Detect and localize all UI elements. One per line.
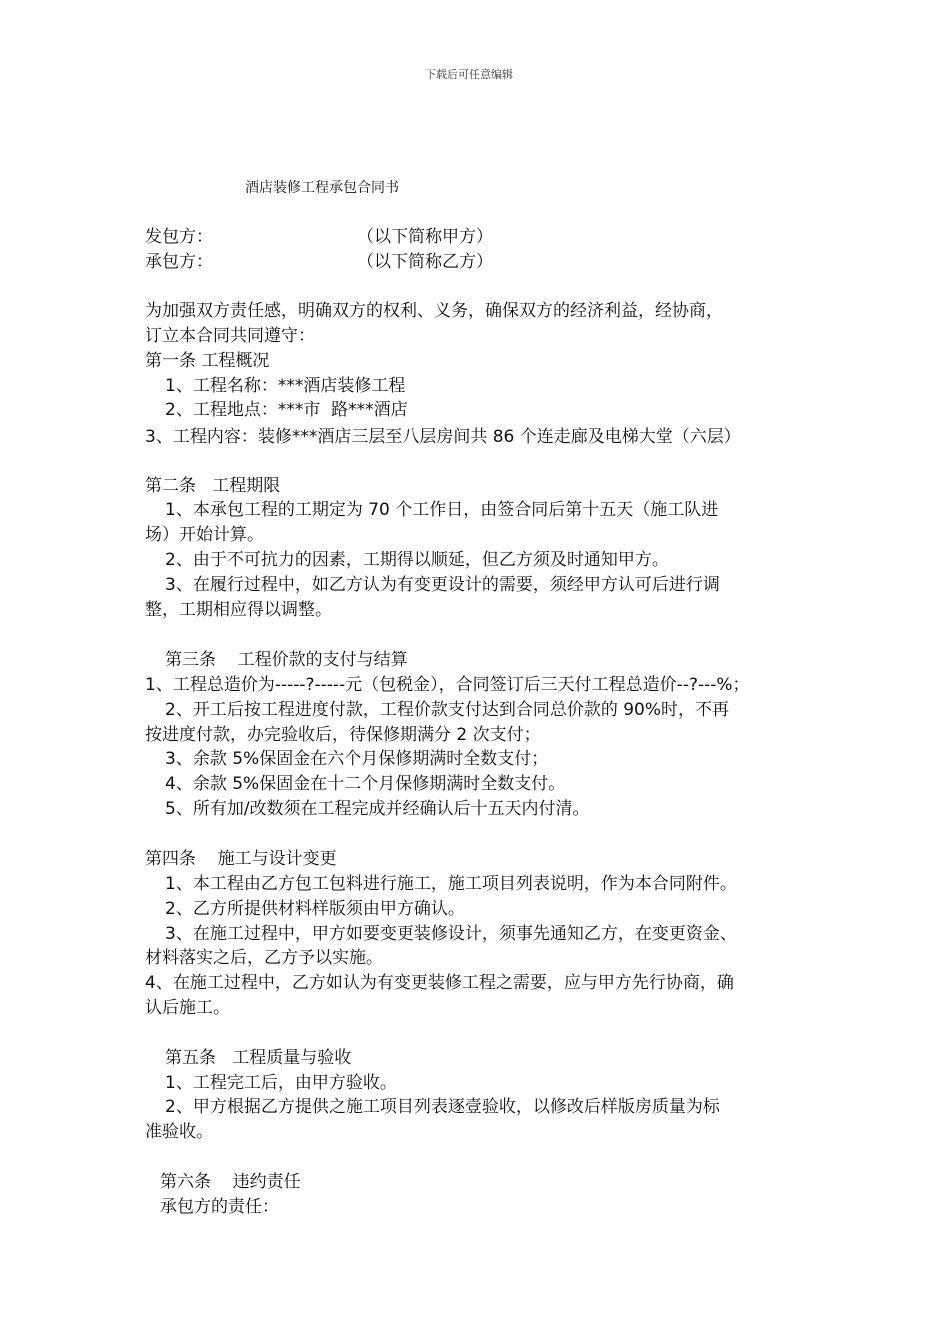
body-line: 2、由于不可抗力的因素，工期得以顺延，但乙方须及时通知甲方。 <box>165 550 669 570</box>
article-heading: 第二条 工程期限 <box>145 476 281 496</box>
body-line: 1、工程名称：***酒店装修工程 <box>165 376 406 396</box>
body-line: 3、在履行过程中，如乙方认为有变更设计的需要，须经甲方认可后进行调 <box>165 575 720 595</box>
body-line: 1、工程总造价为-----?-----元（包税金），合同签订后三天付工程总造价--?---%； <box>145 675 750 695</box>
body-line: 材料落实之后，乙方予以实施。 <box>145 948 383 968</box>
party-a-note: （以下简称甲方） <box>357 227 493 247</box>
body-line: 承包方的责任： <box>160 1197 279 1217</box>
body-line: 3、余款 5%保固金在六个月保修期满时全数支付； <box>165 749 549 769</box>
header-note: 下载后可任意编辑 <box>425 68 513 81</box>
body-line: 4、余款 5%保固金在十二个月保修期满时全数支付。 <box>165 774 566 794</box>
body-line: 2、甲方根据乙方提供之施工项目列表逐壹验收，以修改后样版房质量为标 <box>165 1097 720 1117</box>
party-b-label: 承包方： <box>145 252 213 272</box>
article-heading: 第四条 施工与设计变更 <box>145 849 337 869</box>
body-line: 1、工程完工后，由甲方验收。 <box>165 1073 397 1093</box>
body-line: 场）开始计算。 <box>145 525 264 545</box>
body-line: 1、本承包工程的工期定为 70 个工作日，由签合同后第十五天（施工队进 <box>165 500 719 520</box>
body-line: 3、工程内容：装修***酒店三层至八层房间共 86 个连走廊及电梯大堂（六层） <box>145 427 741 447</box>
body-line: 1、本工程由乙方包工包料进行施工，施工项目列表说明，作为本合同附件。 <box>165 874 737 894</box>
body-line: 按进度付款，办完验收后，待保修期满分 2 次支付； <box>145 725 541 745</box>
party-b-note: （以下简称乙方） <box>357 252 493 272</box>
body-line: 为加强双方责任感，明确双方的权利、义务，确保双方的经济利益，经协商， <box>145 301 723 321</box>
document-title: 酒店装修工程承包合同书 <box>245 180 399 196</box>
article-heading: 第三条 工程价款的支付与结算 <box>165 650 408 670</box>
body-line: 4、在施工过程中，乙方如认为有变更装修工程之需要，应与甲方先行协商，确 <box>145 973 734 993</box>
article-heading: 第五条 工程质量与验收 <box>165 1048 352 1068</box>
body-line: 整，工期相应得以调整。 <box>145 600 332 620</box>
body-line: 5、所有加/改数须在工程完成并经确认后十五天内付清。 <box>165 799 590 819</box>
body-line: 订立本合同共同遵守： <box>145 326 315 346</box>
body-line: 2、开工后按工程进度付款，工程价款支付达到合同总价款的 90%时，不再 <box>165 700 730 720</box>
party-a-label: 发包方： <box>145 227 213 247</box>
article-heading: 第一条 工程概况 <box>145 351 270 371</box>
body-line: 2、乙方所提供材料样版须由甲方确认。 <box>165 899 465 919</box>
body-line: 准验收。 <box>145 1122 213 1142</box>
body-line: 2、工程地点：***市 路***酒店 <box>165 400 408 420</box>
article-heading: 第六条 违约责任 <box>160 1172 301 1192</box>
body-line: 认后施工。 <box>145 998 230 1018</box>
body-line: 3、在施工过程中，甲方如要变更装修设计，须事先通知乙方，在变更资金、 <box>165 924 737 944</box>
